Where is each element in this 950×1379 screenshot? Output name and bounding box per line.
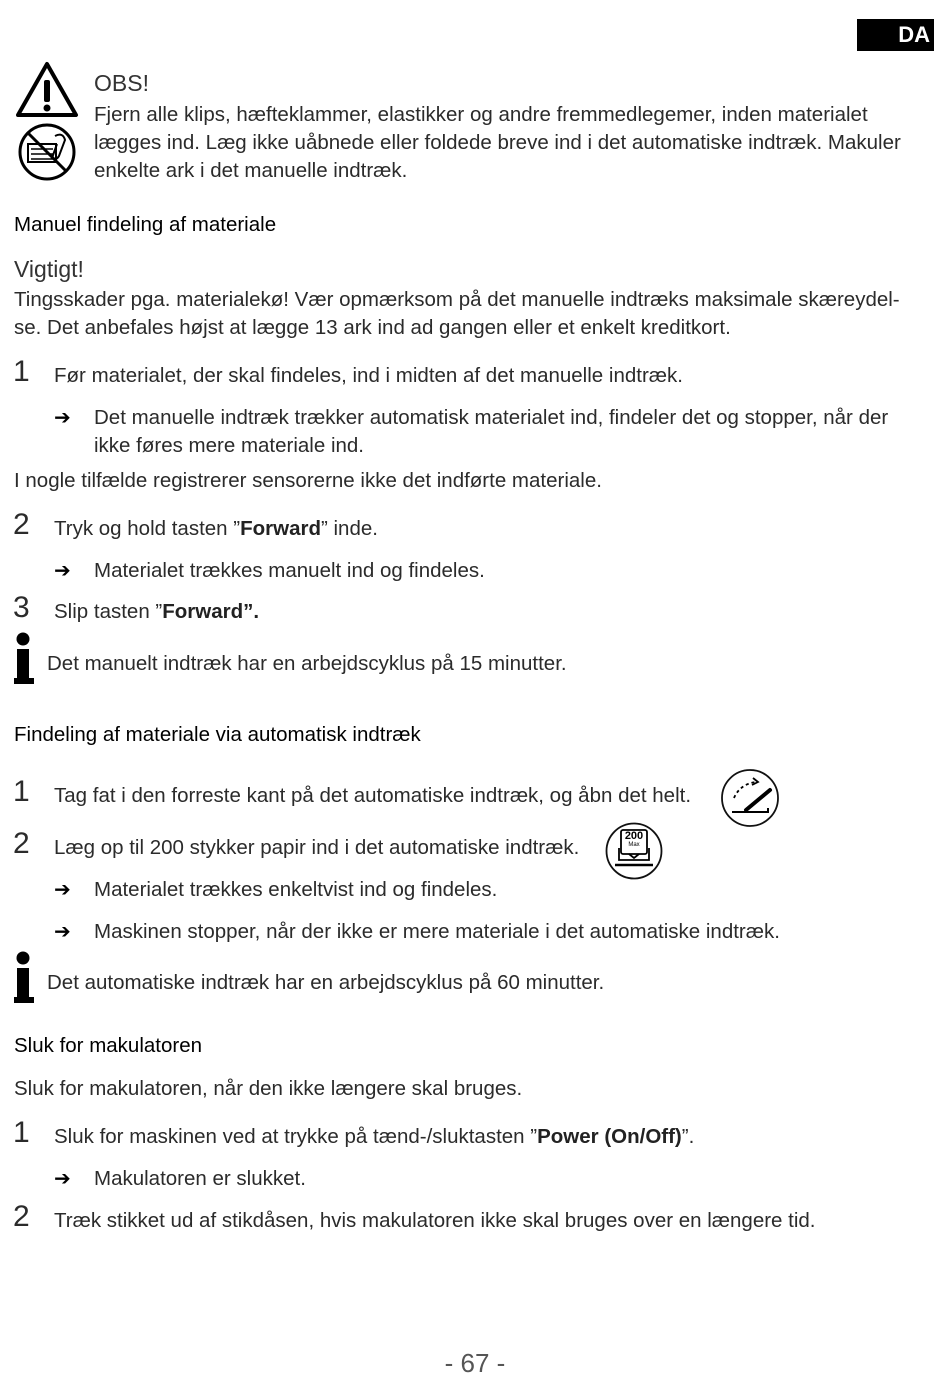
info-icon [13, 951, 35, 1006]
manual-heading: Manuel findeling af materiale [14, 213, 277, 236]
manual-step-2-number: 2 [13, 508, 30, 541]
manual-step-2-result: Materialet trækkes manuelt ind og findeles. [94, 559, 485, 582]
max-200-sheets-icon [605, 822, 663, 880]
important-line-1: Tingsskader pga. materialekø! Vær opmærksom på det manuelle indtræks maksimale skæreydel- [14, 288, 900, 311]
warning-line-3: enkelte ark i det manuelle indtræk. [94, 159, 408, 182]
result-arrow-icon: ➔ [54, 919, 71, 943]
warning-line-1: Fjern alle klips, hæfteklammer, elastikker og andre fremmedlegemer, inden materialet [94, 103, 868, 126]
info-icon [13, 632, 35, 687]
off-step-2-text: Træk stikket ud af stikdåsen, hvis makulatoren ikke skal bruges over en længere tid. [54, 1209, 816, 1232]
page-number: - 67 - [444, 1348, 506, 1378]
warning-title: OBS! [94, 70, 149, 96]
auto-result-1: Materialet trækkes enkeltvist ind og findeles. [94, 878, 498, 901]
result-arrow-icon: ➔ [54, 877, 71, 901]
auto-step-1-text: Tag fat i den forreste kant på det automatiske indtræk, og åbn det helt. [54, 784, 692, 807]
manual-step-1-number: 1 [13, 355, 30, 388]
important-title: Vigtigt! [14, 256, 84, 282]
off-step-1-result: Makulatoren er slukket. [94, 1167, 306, 1190]
result-arrow-icon: ➔ [54, 558, 71, 582]
forward-key-label: Forward [240, 517, 321, 540]
auto-step-2-number: 2 [13, 827, 30, 860]
manual-step-2-text: Tryk og hold tasten ”Forward” inde. [54, 517, 378, 540]
auto-result-2: Maskinen stopper, når der ikke er mere materiale i det automatiske indtræk. [94, 920, 780, 943]
sensor-note: I nogle tilfælde registrerer sensorerne ikke det indførte materiale. [14, 469, 602, 492]
auto-step-1-number: 1 [13, 775, 30, 808]
off-heading: Sluk for makulatoren [14, 1034, 203, 1057]
off-step-1-text: Sluk for maskinen ved at trykke på tænd-/sluktasten ”Power (On/Off)”. [54, 1125, 695, 1148]
auto-heading: Findeling af materiale via automatisk indtræk [14, 723, 421, 746]
open-feeder-icon [720, 768, 780, 828]
language-tab: DA [857, 19, 934, 51]
manual-step-3-text: Slip tasten ”Forward”. [54, 600, 260, 623]
auto-info-text: Det automatiske indtræk har en arbejdscyklus på 60 minutter. [47, 971, 605, 994]
badge-label: Max [628, 842, 640, 848]
manual-step-1-result-line-2: ikke føres mere materiale ind. [94, 434, 365, 457]
off-intro: Sluk for makulatoren, når den ikke længere skal bruges. [14, 1077, 523, 1100]
badge-value: 200 [624, 830, 644, 842]
result-arrow-icon: ➔ [54, 1166, 71, 1190]
manual-step-1-result-line-1: Det manuelle indtræk trækker automatisk materialet ind, findeler det og stopper, når der [94, 406, 889, 429]
off-step-2-number: 2 [13, 1200, 30, 1233]
power-key-label: Power (On/Off) [537, 1125, 682, 1148]
auto-step-2-text: Læg op til 200 stykker papir ind i det automatiske indtræk. [54, 836, 580, 859]
forward-key-label: Forward”. [162, 600, 260, 623]
warning-line-2: lægges ind. Læg ikke uåbnede eller foldede breve ind i det automatiske indtræk. Makuler [94, 131, 901, 154]
off-step-1-number: 1 [13, 1116, 30, 1149]
important-line-2: se. Det anbefales højst at lægge 13 ark ind ad gangen eller et enkelt kreditkort. [14, 316, 731, 339]
manual-step-1-text: Før materialet, der skal findeles, ind i midten af det manuelle indtræk. [54, 364, 683, 387]
warning-triangle-icon [14, 60, 80, 120]
manual-info-text: Det manuelt indtræk har en arbejdscyklus på 15 minutter. [47, 652, 567, 675]
manual-step-3-number: 3 [13, 591, 30, 624]
result-arrow-icon: ➔ [54, 405, 71, 429]
no-paperclips-icon [17, 122, 77, 182]
